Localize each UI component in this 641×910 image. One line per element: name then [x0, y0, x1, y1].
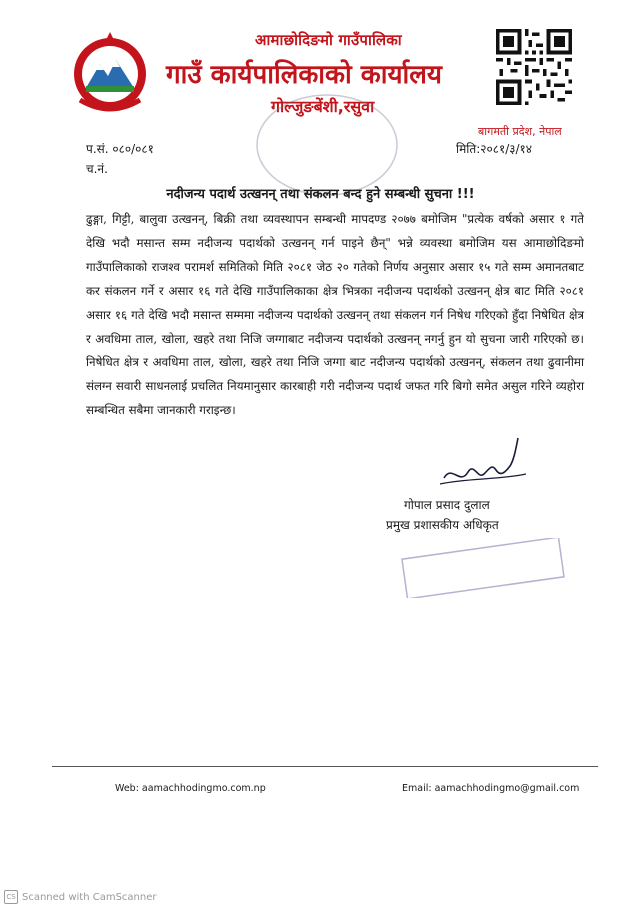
reference-number: प.सं. ०८०/०८१: [86, 142, 154, 156]
notice-subject: नदीजन्य पदार्थ उत्खनन् तथा संकलन बन्द हुने सम्बन्धी सुचना !!!: [166, 187, 475, 202]
website-label: Web: aamachhodingmo.com.np: [115, 783, 266, 794]
nepal-emblem-icon: [64, 30, 156, 114]
scanner-text: Scanned with CamScanner: [22, 891, 157, 903]
handwritten-signature-icon: [438, 434, 530, 492]
qr-code-icon: [496, 29, 572, 105]
office-location: गोल्जुङबेंशी,रसुवा: [271, 97, 375, 116]
signatory-title: प्रमुख प्रशासकीय अधिकृत: [386, 518, 499, 532]
notice-body: ढुङ्गा, गिट्टी, बालुवा उत्खनन्, बिक्री तथा व्यवस्थापन सम्बन्धी मापदण्ड २०७७ बमोजिम "प्रत्येक वर्षको असार १ गते देखि भदौ मसान्त सम्म नदीजन्य पदार्थको उत्खनन् गर्न पाइने छैन्" भन्ने व्यवस्था बमोजिम यस आमाछोदिङमो गाउँपालिकाको राजश्व परामर्श समितिको मिति २०८१ जेठ २० गतेको निर्णय अनुसार असार १५ गते सम्म अमानतबाट कर संकलन गर्ने र असार १६ गते देखि गाउँपालिकाका क्षेत्र भित्रका नदीजन्य पदार्थको उत्खनन् क्षेत्र बाट मिति २०८१ असार १६ गते देखि भदौ मसान्त सम्ममा नदीजन्य पदार्थको उत्खनन् तथा संकलन गर्न निषेध गरिएको हुँदा निषेधित क्षेत्र र अवधिमा ताल, खोला, खहरे तथा निजि जग्गाबाट नदीजन्य पदार्थको उत्खनन् नगर्नु हुन यो सुचना जारी गरिएको छ। निषेधित क्षेत्र र अवधिमा ताल, खोला, खहरे तथा निजि जग्गा बाट नदीजन्य पदार्थको उत्खनन्, संकलन तथा ढुवानीमा संलग्न सवारी साधनलाई प्रचलित नियमानुसार कारबाही गरी नदीजन्य पदार्थ जफत गरि बिगो समेत असुल गरिने व्यहोरा सम्बन्धित सबैमा जानकारी गराइन्छ।: [86, 212, 584, 418]
office-title: गाउँ कार्यपालिकाको कार्यालय: [166, 60, 442, 90]
province-label: बागमती प्रदेश, नेपाल: [478, 125, 562, 138]
signatory-name: गोपाल प्रसाद दुलाल: [404, 498, 490, 512]
footer-divider: [52, 766, 598, 767]
chalani-number: च.नं.: [86, 162, 108, 176]
email-label: Email: aamachhodingmo@gmail.com: [402, 783, 580, 794]
document-date: मिति:२०८१/३/१४: [456, 142, 533, 156]
scanner-watermark: [4, 890, 157, 904]
name-stamp: [398, 538, 568, 598]
camscanner-logo-icon: CS: [4, 890, 18, 904]
municipality-name: आमाछोदिङमो गाउँपालिका: [255, 31, 402, 49]
